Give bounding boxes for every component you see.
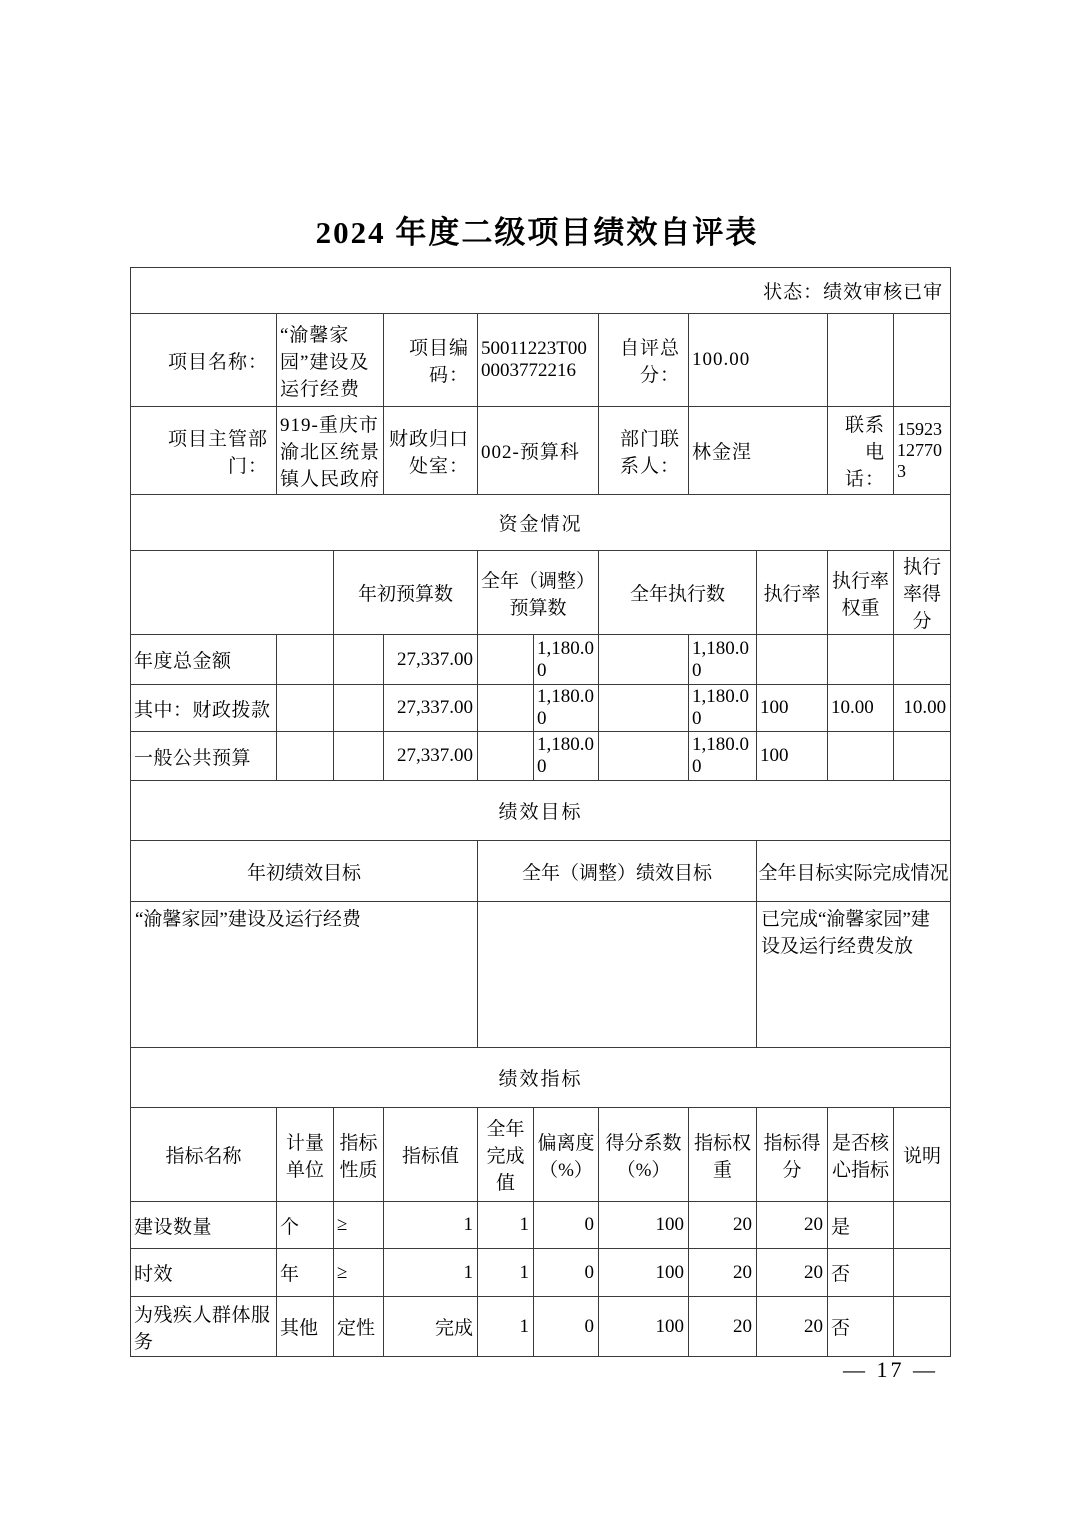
- indicator-row: [131, 1297, 951, 1357]
- funding-adjusted-value: 1,180.00: [534, 685, 599, 732]
- indicator-name: 时效: [131, 1249, 277, 1297]
- indicator-note: [894, 1202, 951, 1249]
- project-dept-row: [131, 407, 951, 495]
- indicator-nature: ≥: [334, 1202, 384, 1249]
- finance-office-label: 财政归口处室：: [384, 407, 478, 495]
- indicator-col-note: 说明: [894, 1108, 951, 1202]
- goals-section-row: [131, 781, 951, 841]
- project-name-row: [131, 314, 951, 407]
- goals-section-title: 绩效目标: [131, 781, 951, 841]
- indicator-target: 1: [384, 1249, 478, 1297]
- goals-col-adjusted: 全年（调整）绩效目标: [478, 841, 757, 902]
- funding-rate-value: 100: [757, 732, 828, 781]
- indicator-target: 1: [384, 1202, 478, 1249]
- empty-cell: [277, 635, 334, 685]
- project-code-value: 50011223T000003772216: [478, 314, 599, 407]
- funding-rate-value: [757, 635, 828, 685]
- empty-cell: [131, 551, 334, 635]
- funding-section-row: [131, 495, 951, 551]
- funding-col-initial: 年初预算数: [334, 551, 478, 635]
- funding-executed-value: 1,180.00: [689, 732, 757, 781]
- empty-cell: [478, 732, 534, 781]
- page-title: 2024 年度二级项目绩效自评表: [315, 215, 759, 250]
- indicator-row: [131, 1202, 951, 1249]
- funding-initial-value: 27,337.00: [384, 732, 478, 781]
- funding-rate-value: 100: [757, 685, 828, 732]
- funding-row-label: 一般公共预算: [131, 732, 277, 781]
- funding-header-row: [131, 551, 951, 635]
- indicator-score: 20: [757, 1297, 828, 1357]
- funding-section-title: 资金情况: [131, 495, 951, 551]
- funding-executed-value: 1,180.00: [689, 685, 757, 732]
- goals-adjusted-value: [478, 902, 757, 1048]
- indicator-core: 否: [828, 1249, 894, 1297]
- phone-value: 15923127703: [894, 407, 951, 495]
- empty-cell: [599, 732, 689, 781]
- project-name-label: 项目名称：: [131, 314, 277, 407]
- indicator-coefficient: 100: [599, 1297, 689, 1357]
- indicator-unit: 年: [277, 1249, 334, 1297]
- indicator-col-target: 指标值: [384, 1108, 478, 1202]
- indicator-name: 为残疾人群体服务: [131, 1297, 277, 1357]
- indicator-col-actual: 全年完成值: [478, 1108, 534, 1202]
- indicator-target: 完成: [384, 1297, 478, 1357]
- indicator-deviation: 0: [534, 1202, 599, 1249]
- goals-content-row: [131, 902, 951, 1048]
- indicator-row: [131, 1249, 951, 1297]
- status-row: [131, 268, 951, 314]
- dept-label: 项目主管部门：: [131, 407, 277, 495]
- funding-executed-value: 1,180.00: [689, 635, 757, 685]
- indicator-col-coefficient: 得分系数（%）: [599, 1108, 689, 1202]
- funding-rate-score-value: [894, 635, 951, 685]
- funding-row: [131, 635, 951, 685]
- funding-col-rate-score: 执行率得分: [894, 551, 951, 635]
- empty-cell: [478, 685, 534, 732]
- status-text: 状态：绩效审核已审: [131, 268, 951, 314]
- indicator-deviation: 0: [534, 1297, 599, 1357]
- indicator-col-core: 是否核心指标: [828, 1108, 894, 1202]
- funding-initial-value: 27,337.00: [384, 635, 478, 685]
- indicator-actual: 1: [478, 1249, 534, 1297]
- goals-col-actual: 全年目标实际完成情况: [757, 841, 951, 902]
- empty-cell: [277, 685, 334, 732]
- indicator-col-unit: 计量单位: [277, 1108, 334, 1202]
- indicator-col-deviation: 偏离度（%）: [534, 1108, 599, 1202]
- indicator-deviation: 0: [534, 1249, 599, 1297]
- funding-rate-score-value: 10.00: [894, 685, 951, 732]
- funding-rate-weight-value: 10.00: [828, 685, 894, 732]
- indicator-nature: 定性: [334, 1297, 384, 1357]
- indicator-coefficient: 100: [599, 1249, 689, 1297]
- empty-cell: [334, 635, 384, 685]
- goals-col-initial: 年初绩效目标: [131, 841, 478, 902]
- funding-row: [131, 732, 951, 781]
- goals-actual-value: 已完成“渝馨家园”建设及运行经费发放: [757, 902, 951, 1048]
- goals-header-row: [131, 841, 951, 902]
- indicators-section-title: 绩效指标: [131, 1048, 951, 1108]
- funding-col-executed: 全年执行数: [599, 551, 757, 635]
- empty-cell: [894, 314, 951, 407]
- indicator-unit: 其他: [277, 1297, 334, 1357]
- empty-cell: [599, 635, 689, 685]
- funding-col-adjusted: 全年（调整）预算数: [478, 551, 599, 635]
- indicators-section-row: [131, 1048, 951, 1108]
- indicator-unit: 个: [277, 1202, 334, 1249]
- self-eval-table: [130, 267, 951, 1357]
- empty-cell: [828, 314, 894, 407]
- empty-cell: [277, 732, 334, 781]
- indicator-name: 建设数量: [131, 1202, 277, 1249]
- funding-col-rate-weight: 执行率权重: [828, 551, 894, 635]
- indicator-core: 否: [828, 1297, 894, 1357]
- funding-rate-weight-value: [828, 635, 894, 685]
- funding-col-rate: 执行率: [757, 551, 828, 635]
- indicator-note: [894, 1249, 951, 1297]
- indicator-nature: ≥: [334, 1249, 384, 1297]
- indicator-col-nature: 指标性质: [334, 1108, 384, 1202]
- indicator-col-name: 指标名称: [131, 1108, 277, 1202]
- funding-adjusted-value: 1,180.00: [534, 732, 599, 781]
- funding-row-label: 年度总金额: [131, 635, 277, 685]
- goals-initial-value: “渝馨家园”建设及运行经费: [131, 902, 478, 1048]
- funding-initial-value: 27,337.00: [384, 685, 478, 732]
- self-score-label: 自评总分：: [599, 314, 689, 407]
- contact-label: 部门联系人：: [599, 407, 689, 495]
- funding-rate-weight-value: [828, 732, 894, 781]
- page-number: — 17 —: [843, 1357, 938, 1382]
- phone-label: 联系电话：: [828, 407, 894, 495]
- indicator-col-weight: 指标权重: [689, 1108, 757, 1202]
- empty-cell: [599, 685, 689, 732]
- empty-cell: [478, 635, 534, 685]
- indicator-score: 20: [757, 1202, 828, 1249]
- funding-rate-score-value: [894, 732, 951, 781]
- dept-value: 919-重庆市渝北区统景镇人民政府: [277, 407, 384, 495]
- indicator-score: 20: [757, 1249, 828, 1297]
- funding-row: [131, 685, 951, 732]
- indicator-weight: 20: [689, 1202, 757, 1249]
- indicator-weight: 20: [689, 1249, 757, 1297]
- self-score-value: 100.00: [689, 314, 828, 407]
- indicator-actual: 1: [478, 1202, 534, 1249]
- indicator-actual: 1: [478, 1297, 534, 1357]
- funding-row-label: 其中：财政拨款: [131, 685, 277, 732]
- empty-cell: [334, 732, 384, 781]
- project-code-label: 项目编码：: [384, 314, 478, 407]
- finance-office-value: 002-预算科: [478, 407, 599, 495]
- empty-cell: [334, 685, 384, 732]
- contact-value: 林金涅: [689, 407, 828, 495]
- indicators-header-row: [131, 1108, 951, 1202]
- indicator-note: [894, 1297, 951, 1357]
- indicator-weight: 20: [689, 1297, 757, 1357]
- indicator-core: 是: [828, 1202, 894, 1249]
- project-name-value: “渝馨家园”建设及运行经费: [277, 314, 384, 407]
- funding-adjusted-value: 1,180.00: [534, 635, 599, 685]
- indicator-col-score: 指标得分: [757, 1108, 828, 1202]
- indicator-coefficient: 100: [599, 1202, 689, 1249]
